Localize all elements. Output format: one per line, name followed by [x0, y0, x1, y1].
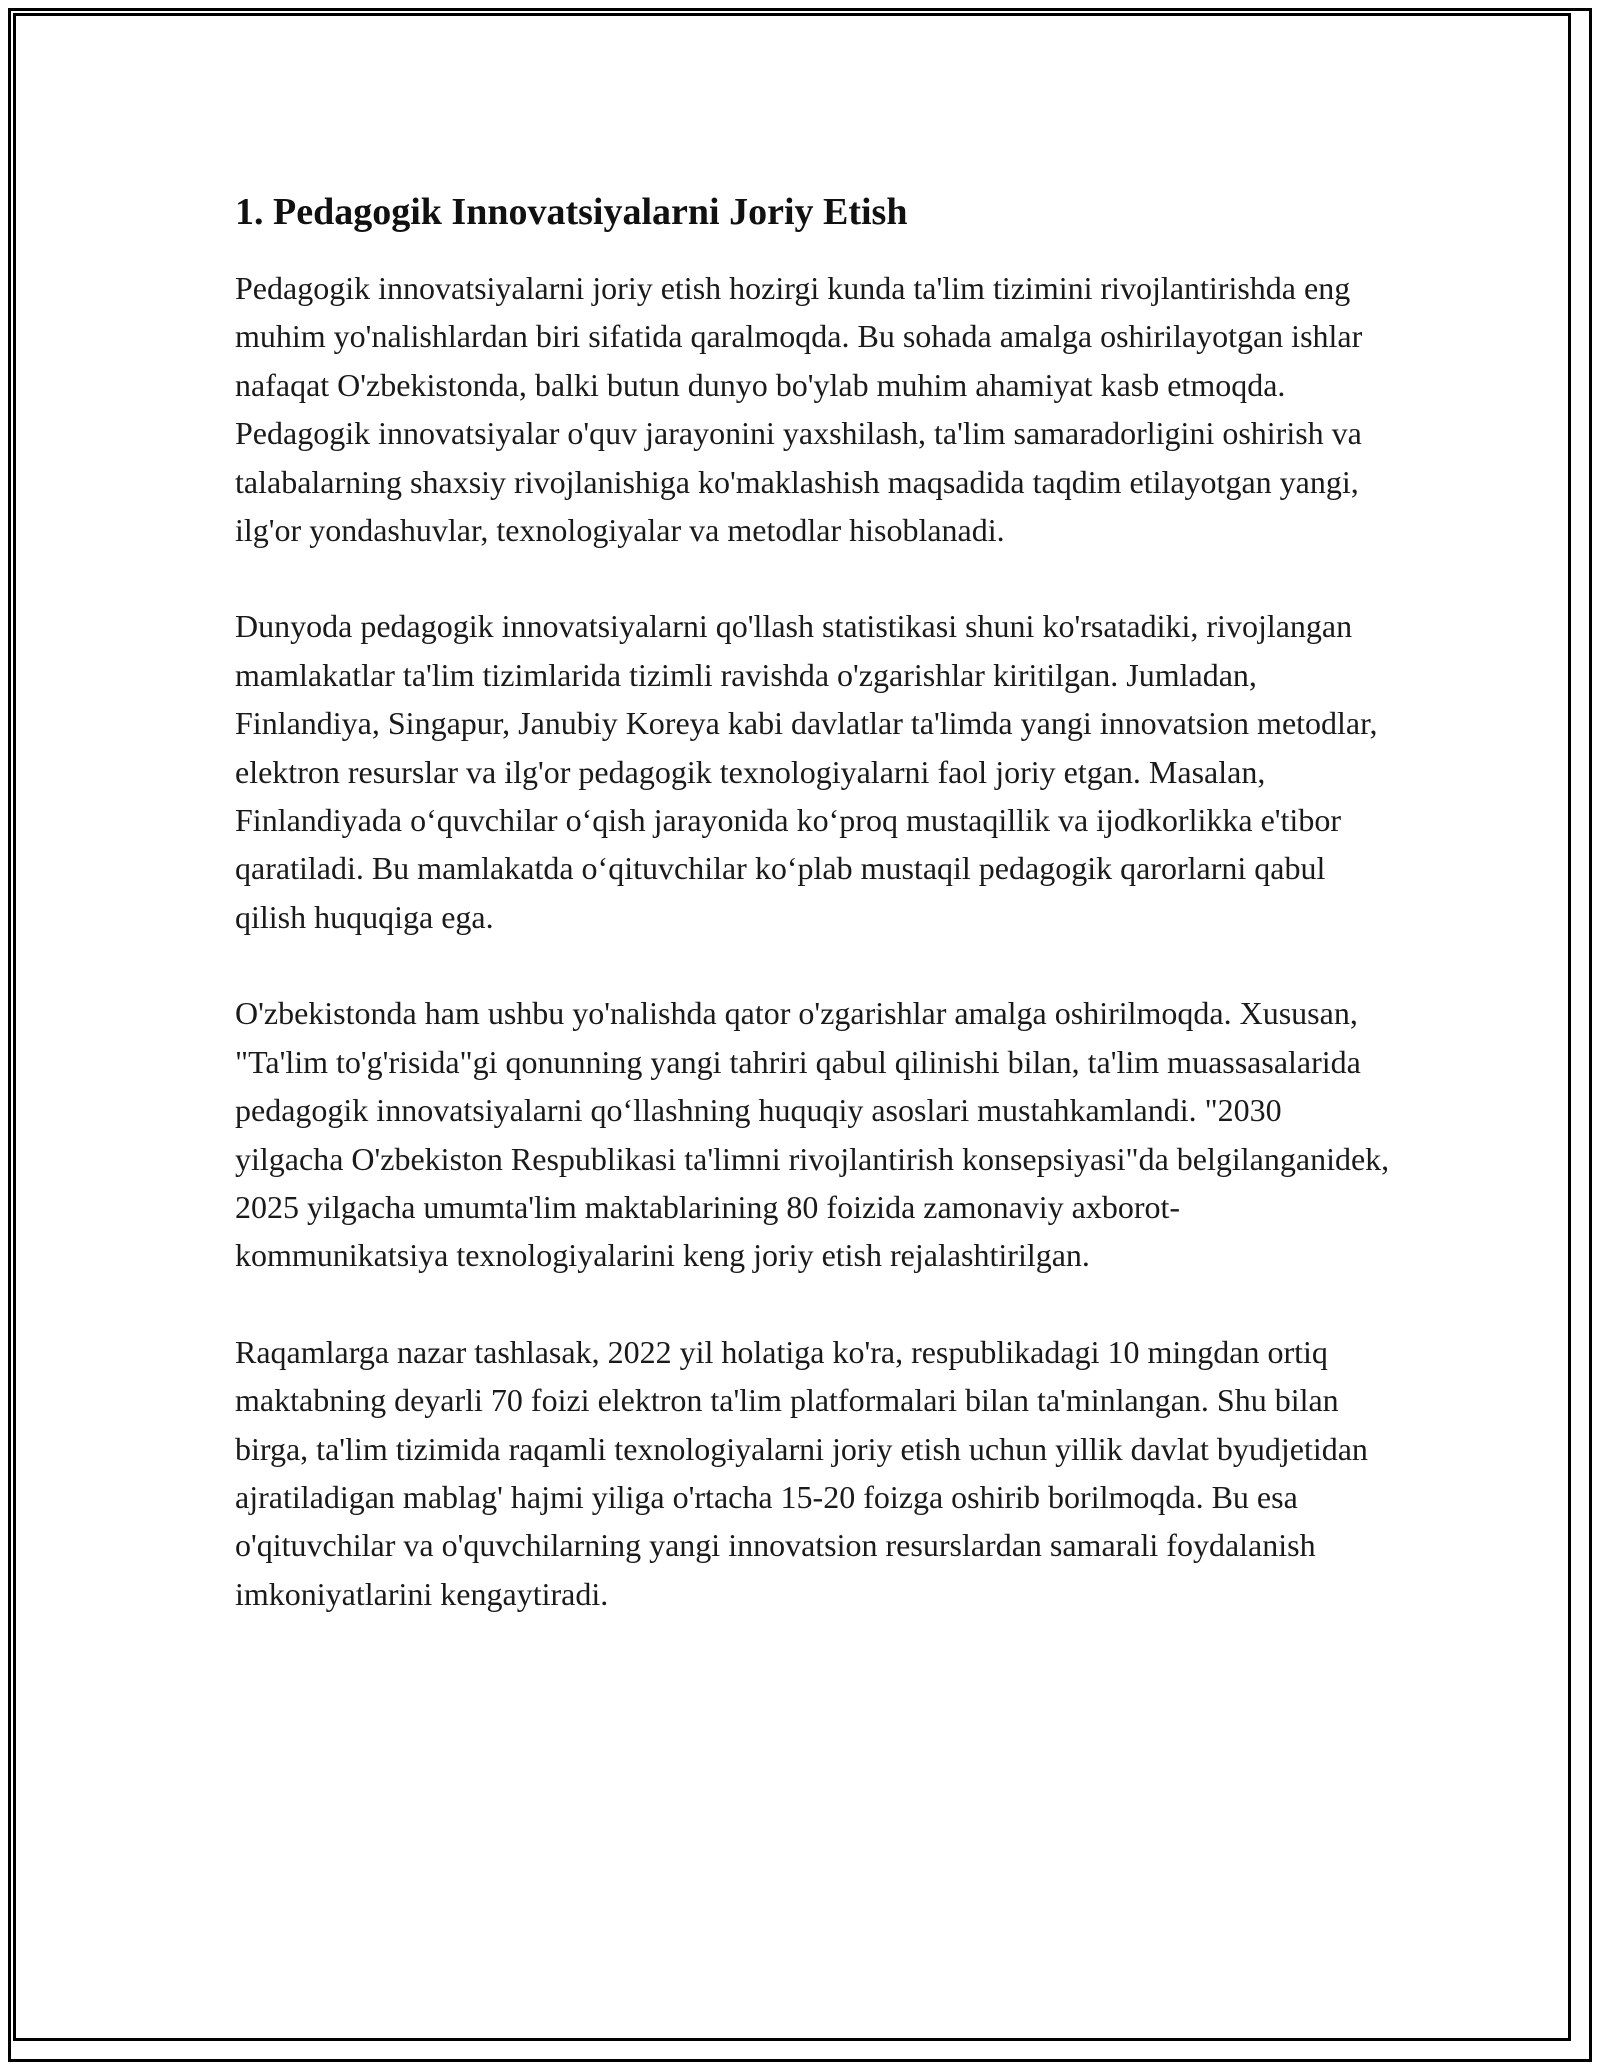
- paragraph-4: Raqamlarga nazar tashlasak, 2022 yil holatiga ko'ra, respublikadagi 10 mingdan ortiq maktabning deyarli 70 foizi elektron ta'lim platformalari bilan ta'minlangan. Shu bilan birga, ta'lim tizimida raqamli texnologiyalarni joriy etish uchun yillik davlat byudjetidan ajratiladigan mablag' hajmi yiliga o'rtacha 15-20 foizga oshirib borilmoqda. Bu esa o'qituvchilar va o'quvchilarning yangi innovatsion resurslardan samarali foydalanish imkoniyatlarini kengaytiradi.: [235, 1333, 1368, 1612]
- paragraph-1: Pedagogik innovatsiyalarni joriy etish hozirgi kunda ta'lim tizimini rivojlantirishda eng muhim yo'nalishlardan biri sifatida qaralmoqda. Bu sohada amalga oshirilayotgan ishlar nafaqat O'zbekistonda, balki butun dunyo bo'ylab muhim ahamiyat kasb etmoqda. Pedagogik innovatsiyalar o'quv jarayonini yaxshilash, ta'lim samaradorligini oshirish va talabalarning shaxsiy rivojlanishiga ko'maklashish maqsadida taqdim etilayotgan yangi, ilg'or yondashuvlar, texnologiyalar va metodlar hisoblanadi.: [235, 270, 1363, 549]
- section-title: 1. Pedagogik Innovatsiyalarni Joriy Etish: [235, 191, 908, 233]
- document-body: [235, 186, 1390, 1666]
- paragraph-3: O'zbekistonda ham ushbu yo'nalishda qator o'zgarishlar amalga oshirilmoqda. Xususan, "Ta'lim to'g'risida"gi qonunning yangi tahriri qabul qilinishi bilan, ta'lim muassasalarida pedagogik innovatsiyalarni qo‘llashning huquqiy asoslari mustahkamlandi. "2030 yilgacha O'zbekiston Respublikasi ta'limni rivojlantirish konsepsiyasi"da belgilanganidek, 2025 yilgacha umumta'lim maktablarining 80 foizida zamonaviy axborot-kommunikatsiya texnologiyalarini keng joriy etish rejalashtirilgan.: [235, 995, 1390, 1274]
- paragraph-2: Dunyoda pedagogik innovatsiyalarni qo'llash statistikasi shuni ko'rsatadiki, rivojlangan mamlakatlar ta'lim tizimlarida tizimli ravishda o'zgarishlar kiritilgan. Jumladan, Finlandiya, Singapur, Janubiy Koreya kabi davlatlar ta'limda yangi innovatsion metodlar, elektron resurslar va ilg'or pedagogik texnologiyalarni faol joriy etgan. Masalan, Finlandiyada o‘quvchilar o‘qish jarayonida ko‘proq mustaqillik va ijodkorlikka e'tibor qaratiladi. Bu mamlakatda o‘qituvchilar ko‘plab mustaqil pedagogik qarorlarni qabul qilish huquqiga ega.: [235, 608, 1378, 935]
